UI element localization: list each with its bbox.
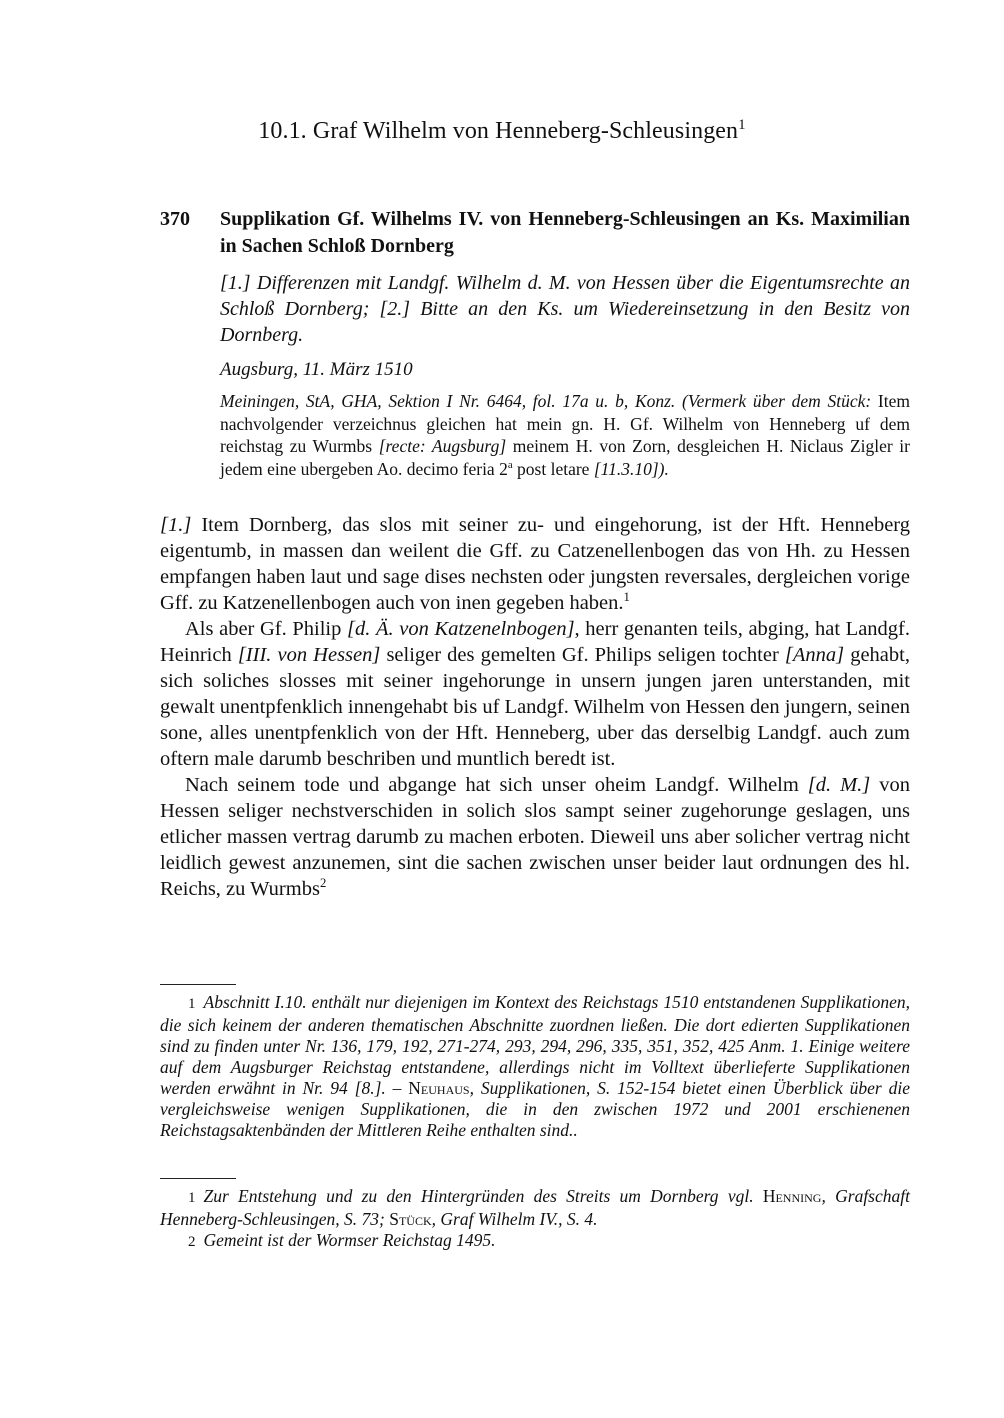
paragraph-text: von Hessen seliger nechstverschiden in solich slos sampt seiner zugehorunge geslagen, uns etlicher massen vertrag darumb zu machen erboten. Dieweil uns aber solicher vertrag nicht leidlich gewest anzunemen, sint die sachen zwischen unser beider laut ordnungen des hl. Reichs, zu Wurmbs <box>160 774 911 900</box>
paragraph-text: Nach seinem tode und abgange hat sich unser oheim Landgf. Wilhelm <box>185 774 808 796</box>
section-footnote-ref: 1 <box>738 117 746 133</box>
editorial-note: [d. Ä. von Katzenelnbogen] <box>347 618 575 640</box>
footnote-ref: 1 <box>623 590 630 605</box>
paragraph-text: Als aber Gf. Philip <box>185 618 347 640</box>
paragraph-marker: [1.] <box>160 514 192 536</box>
entry-footnote-2 <box>160 1230 910 1253</box>
footnote-rule <box>160 984 236 985</box>
footnote-text: , Grafschaft Henneberg-Schleusingen, S. 73; <box>160 1186 910 1229</box>
entry-summary: [1.] Differenzen mit Landgf. Wilhelm d. M. von Hessen über die Eigentumsrechte an Schloß Dornberg; [2.] Bitte an den Ks. um Wiedereinsetzung in den Besitz von Dornberg. <box>220 272 910 346</box>
source-text: Meiningen, StA, GHA, Sektion I Nr. 6464, fol. 17a u. b, Konz. (Vermerk über dem Stück: <box>220 391 872 411</box>
footnote-text: Abschnitt I.10. enthält nur diejenigen im Kontext des Reichstags 1510 entstandenen Supplikationen, die sich keinem der anderen thematischen Abschnitte zuordnen ließen. Die dort edierten Supplikationen sind zu finden unter Nr. 136, 179, 192, 271-274, 293, 294, 296, 335, 351, 352, 425 Anm. 1. Einige weitere auf dem Augsburger Reichstag entstandene, allerdings nicht im Volltext überlieferte Supplikationen werden erwähnt in Nr. 94 [8.]. – <box>160 992 910 1098</box>
body-paragraph-3 <box>160 772 910 902</box>
entry-source <box>220 390 910 480</box>
footnote-text: Gemeint ist der Wormser Reichstag 1495. <box>203 1230 496 1250</box>
entry-footnote-1 <box>160 1186 910 1230</box>
author-name: Stück <box>389 1209 432 1229</box>
editorial-note: [III. von Hessen] <box>237 644 381 666</box>
source-text: [recte: Augsburg] <box>378 436 507 456</box>
section-title <box>0 118 1004 145</box>
editorial-note: [Anna] <box>784 644 845 666</box>
footnote-text: Zur Entstehung und zu den Hintergründen des Streits um Dornberg vgl. <box>203 1186 763 1206</box>
entry-dateline: Augsburg, 11. März 1510 <box>220 359 413 380</box>
paragraph-text: , herr genanten teils, abging, hat Landgf. Heinrich <box>160 618 910 666</box>
entry-title: Supplikation Gf. Wilhelms IV. von Henneberg-Schleusingen an Ks. Maximilian in Sachen Schloß Dornberg <box>220 208 910 257</box>
body-paragraph-2 <box>160 616 910 772</box>
entry <box>160 206 910 480</box>
author-name: Neuhaus <box>408 1078 470 1098</box>
footnote-rule <box>160 1178 236 1179</box>
section-title-text: 10.1. Graf Wilhelm von Henneberg-Schleusingen <box>258 118 739 144</box>
source-text: Item nachvolgender verzeichnus gleichen hat mein gn. H. Gf. Wilhelm von Henneberg uf dem reichstag zu Wurmbs <box>220 391 910 456</box>
footnote-number: 2 <box>188 1234 196 1250</box>
section-footnote <box>160 992 910 1141</box>
footnote-number: 1 <box>188 996 196 1012</box>
paragraph-text: Item Dornberg, das slos mit seiner zu- und eingehorung, ist der Hft. Henneberg eigentumb, in massen dan weilent die Gff. zu Catzenellenbogen das von Hh. zu Hessen empfangen haben laut und sage dises nechsten oder jungsten reversales, dergleichen vorige Gff. zu Katzenellenbogen auch von inen gegeben haben. <box>160 514 910 614</box>
paragraph-text: seliger des gemelten Gf. Philips seligen tochter <box>380 644 785 666</box>
author-name: Henning <box>762 1186 822 1206</box>
paragraph-text: gehabt, sich soliches slosses mit seiner ingehorunge in unsern jungen jaren unterstanden, mit gewalt unentpfenklich innengehabt bis uf Landgf. Wilhelm von Hessen den jungern, seinen sone, alles unentpfenklich von der Hft. Henneberg, uber das derselbig Landgf. auch zum oftern male darumb beschriben und muntlich beredt ist. <box>160 644 910 770</box>
entry-number: 370 <box>160 208 190 230</box>
section-footnotes <box>160 992 910 1141</box>
editorial-note: [d. M.] <box>807 774 871 796</box>
entry-footnotes <box>160 1186 910 1253</box>
footnote-text: , Graf Wilhelm IV., S. 4. <box>431 1209 598 1229</box>
source-text: [11.3.10]). <box>593 458 669 479</box>
footnote-number: 1 <box>188 1190 196 1206</box>
body-paragraph-1 <box>160 512 910 616</box>
footnote-ref: 2 <box>319 876 327 891</box>
body-text <box>160 512 910 902</box>
entry-head <box>160 206 910 260</box>
source-text: post letare <box>512 458 594 479</box>
source-text: meinem H. von Zorn, desgleichen H. Niclaus Zigler ir jedem eine ubergeben Ao. decimo feria 2 <box>220 436 910 479</box>
footnote-text: , Supplikationen, S. 152-154 bietet einen Überblick über die vergleichsweise wenigen Supplikationen, die in den zwischen 1972 und 2001 erschienenen Reichstagsaktenbänden der Mittleren Reihe enthalten sind.. <box>160 1078 910 1140</box>
source-superscript: a <box>507 458 513 471</box>
